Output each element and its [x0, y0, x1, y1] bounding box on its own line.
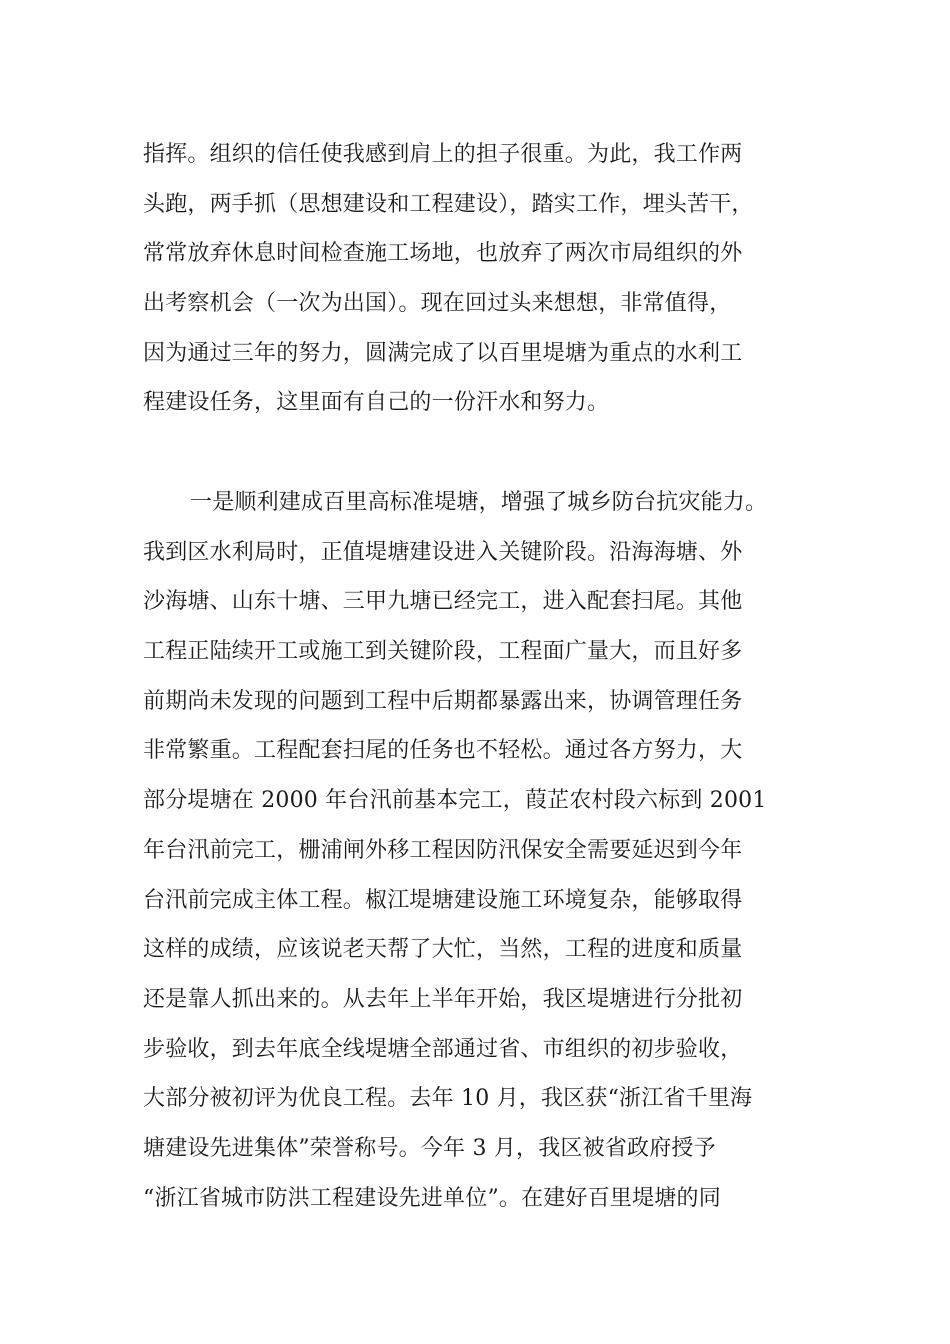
- paragraph-line: 工程正陆续开工或施工到关键阶段，工程面广量大，而且好多: [143, 639, 743, 665]
- paragraph-2: [143, 478, 823, 1223]
- paragraph-line: 部分堤塘在 2000 年台汛前基本完工，葭芷农村段六标到 2001: [143, 788, 767, 814]
- paragraph-1: [143, 130, 823, 428]
- paragraph-line: 这样的成绩，应该说老天帮了大忙，当然，工程的进度和质量: [143, 937, 743, 963]
- paragraph-line: 程建设任务，这里面有自己的一份汗水和努力。: [143, 390, 610, 416]
- paragraph-line: 台汛前完成主体工程。椒江堤塘建设施工环境复杂，能够取得: [143, 887, 743, 913]
- paragraph-line: 步验收，到去年底全线堤塘全部通过省、市组织的初步验收，: [143, 1036, 743, 1062]
- paragraph-line: 塘建设先进集体”荣誉称号。今年 3 月，我区被省政府授予: [143, 1135, 716, 1161]
- paragraph-line: 年台汛前完工，栅浦闸外移工程因防汛保安全需要延迟到今年: [143, 837, 743, 863]
- paragraph-line: 沙海塘、山东十塘、三甲九塘已经完工，进入配套扫尾。其他: [143, 589, 743, 615]
- paragraph-first-line: 一是顺利建成百里高标准堤塘，增强了城乡防台抗灾能力。: [190, 490, 768, 515]
- paragraph-line: 我到区水利局时，正值堤塘建设进入关键阶段。沿海海塘、外: [143, 539, 743, 565]
- paragraph-line: 前期尚未发现的问题到工程中后期都暴露出来，协调管理任务: [143, 688, 743, 714]
- paragraph-line: 指挥。组织的信任使我感到肩上的担子很重。为此，我工作两: [143, 142, 743, 167]
- paragraph-line: 大部分被初评为优良工程。去年 10 月，我区获“浙江省千里海: [143, 1086, 753, 1112]
- paragraph-line: 出考察机会（一次为出国）。现在回过头来想想，非常值得，: [143, 291, 732, 317]
- paragraph-line: 头跑，两手抓（思想建设和工程建设），踏实工作，埋头苦干，: [143, 191, 754, 217]
- paragraph-line: 非常繁重。工程配套扫尾的任务也不轻松。通过各方努力，大: [143, 738, 743, 764]
- paragraph-line: 因为通过三年的努力，圆满完成了以百里堤塘为重点的水利工: [143, 340, 743, 366]
- paragraph-line: 常常放弃休息时间检查施工场地，也放弃了两次市局组织的外: [143, 241, 743, 267]
- paragraph-line: 还是靠人抓出来的。从去年上半年开始，我区堤塘进行分批初: [143, 986, 743, 1012]
- paragraph-line: “浙江省城市防洪工程建设先进单位”。在建好百里堤塘的同: [143, 1185, 721, 1211]
